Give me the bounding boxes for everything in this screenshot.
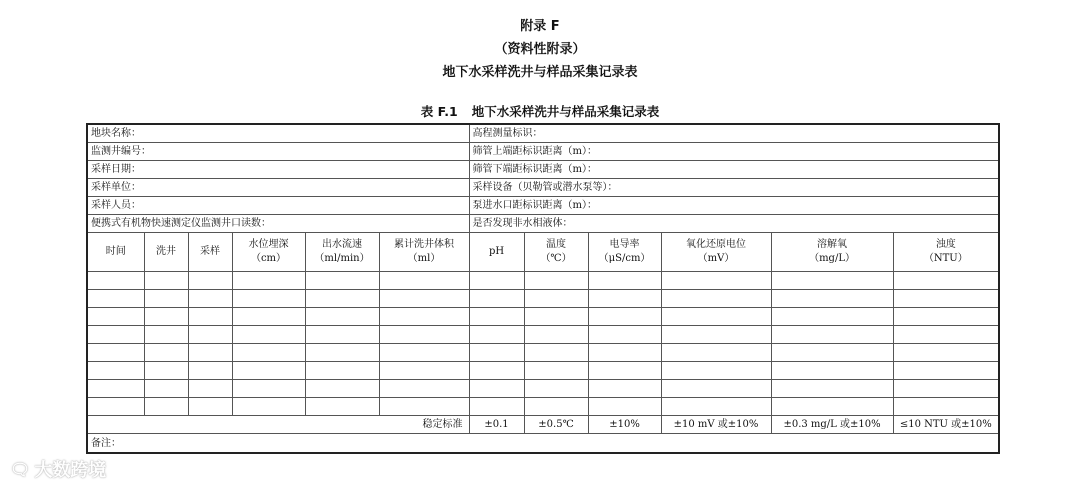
appendix-heading: 附录 F <box>520 19 560 34</box>
entry-cell[interactable] <box>232 308 305 326</box>
info-field-pid-reading[interactable]: 便携式有机物快速测定仪监测井口读数： <box>87 215 469 233</box>
entry-cell[interactable] <box>893 290 999 308</box>
entry-cell[interactable] <box>524 362 588 380</box>
entry-cell[interactable] <box>469 272 524 290</box>
entry-cell[interactable] <box>188 380 232 398</box>
column-header-row <box>87 233 999 272</box>
entry-cell[interactable] <box>87 272 144 290</box>
entry-cell[interactable] <box>232 362 305 380</box>
entry-cell[interactable] <box>188 290 232 308</box>
entry-cell[interactable] <box>771 272 893 290</box>
table-row <box>87 290 999 308</box>
entry-cell[interactable] <box>188 362 232 380</box>
entry-cell[interactable] <box>661 308 771 326</box>
table-row <box>87 398 999 416</box>
entry-cell[interactable] <box>305 380 379 398</box>
entry-cell[interactable] <box>661 380 771 398</box>
entry-cell[interactable] <box>232 344 305 362</box>
entry-cell[interactable] <box>771 326 893 344</box>
entry-cell[interactable] <box>469 290 524 308</box>
entry-cell[interactable] <box>893 362 999 380</box>
entry-cell[interactable] <box>144 272 188 290</box>
entry-cell[interactable] <box>469 326 524 344</box>
info-field-site-name[interactable]: 地块名称： <box>87 124 469 143</box>
column-header-ph: pH <box>469 233 524 272</box>
column-header-flow-rate: 出水流速 （ml/min） <box>305 233 379 272</box>
stability-ph: ±0.1 <box>469 416 524 434</box>
entry-cell[interactable] <box>524 398 588 416</box>
entry-cell[interactable] <box>661 326 771 344</box>
remarks-field[interactable]: 备注： <box>87 434 999 454</box>
entry-cell[interactable] <box>305 272 379 290</box>
column-header-orp: 氧化还原电位 （mV） <box>661 233 771 272</box>
info-field-napl-found[interactable]: 是否发现非水相液体： <box>469 215 999 233</box>
watermark <box>10 457 106 481</box>
stability-orp: ±10 mV 或±10% <box>661 416 771 434</box>
entry-cell[interactable] <box>379 308 469 326</box>
table-row <box>87 380 999 398</box>
entry-cell[interactable] <box>144 326 188 344</box>
stability-temperature: ±0.5℃ <box>524 416 588 434</box>
entry-cell[interactable] <box>588 308 661 326</box>
table-caption-text: 地下水采样洗井与样品采集记录表 <box>471 104 660 119</box>
entry-cell[interactable] <box>188 272 232 290</box>
appendix-type: （资料性附录） <box>494 42 586 57</box>
entry-cell[interactable] <box>771 290 893 308</box>
entry-cell[interactable] <box>771 398 893 416</box>
table-caption <box>0 104 1080 120</box>
entry-cell[interactable] <box>469 380 524 398</box>
stability-conductivity: ±10% <box>588 416 661 434</box>
entry-cell[interactable] <box>232 272 305 290</box>
entry-cell[interactable] <box>305 326 379 344</box>
column-header-conductivity: 电导率 （μS/cm） <box>588 233 661 272</box>
entry-cell[interactable] <box>588 344 661 362</box>
entry-cell[interactable] <box>87 362 144 380</box>
data-entry-rows <box>87 272 999 416</box>
entry-cell[interactable] <box>469 344 524 362</box>
entry-cell[interactable] <box>661 272 771 290</box>
entry-cell[interactable] <box>524 380 588 398</box>
entry-cell[interactable] <box>588 380 661 398</box>
entry-cell[interactable] <box>524 272 588 290</box>
sampling-record-table <box>86 123 1000 454</box>
info-row <box>87 161 999 179</box>
entry-cell[interactable] <box>771 344 893 362</box>
entry-cell[interactable] <box>144 380 188 398</box>
entry-cell[interactable] <box>144 308 188 326</box>
info-field-sampling-unit[interactable]: 采样单位： <box>87 179 469 197</box>
column-header-turbidity: 浊度 （NTU） <box>893 233 999 272</box>
entry-cell[interactable] <box>661 290 771 308</box>
entry-cell[interactable] <box>188 344 232 362</box>
info-field-sampling-staff[interactable]: 采样人员： <box>87 197 469 215</box>
entry-cell[interactable] <box>379 380 469 398</box>
info-row <box>87 215 999 233</box>
info-field-sampling-date[interactable]: 采样日期： <box>87 161 469 179</box>
info-field-pump-inlet-distance[interactable]: 泵进水口距标识距离（m）： <box>469 197 999 215</box>
entry-cell[interactable] <box>379 398 469 416</box>
info-field-screen-top-distance[interactable]: 筛管上端距标识距离（m）： <box>469 143 999 161</box>
entry-cell[interactable] <box>588 290 661 308</box>
entry-cell[interactable] <box>232 398 305 416</box>
column-header-cumulative-volume: 累计洗井体积 （ml） <box>379 233 469 272</box>
entry-cell[interactable] <box>144 362 188 380</box>
entry-cell[interactable] <box>305 398 379 416</box>
info-field-elevation-marker[interactable]: 高程测量标识： <box>469 124 999 143</box>
info-row <box>87 197 999 215</box>
entry-cell[interactable] <box>893 398 999 416</box>
entry-cell[interactable] <box>524 308 588 326</box>
table-row <box>87 344 999 362</box>
entry-cell[interactable] <box>379 290 469 308</box>
entry-cell[interactable] <box>305 308 379 326</box>
column-header-temperature: 温度 （℃） <box>524 233 588 272</box>
table-row <box>87 308 999 326</box>
table-row <box>87 272 999 290</box>
stability-dissolved-oxygen: ±0.3 mg/L 或±10% <box>771 416 893 434</box>
info-row <box>87 124 999 143</box>
info-row <box>87 143 999 161</box>
table-number: 表 F.1 <box>420 104 458 119</box>
info-field-sampling-equipment[interactable]: 采样设备（贝勒管或潜水泵等）： <box>469 179 999 197</box>
entry-cell[interactable] <box>588 272 661 290</box>
chat-bubble-logo-icon: 🗨 <box>10 459 31 479</box>
entry-cell[interactable] <box>661 398 771 416</box>
entry-cell[interactable] <box>87 398 144 416</box>
entry-cell[interactable] <box>771 308 893 326</box>
entry-cell[interactable] <box>524 344 588 362</box>
entry-cell[interactable] <box>524 290 588 308</box>
entry-cell[interactable] <box>893 308 999 326</box>
entry-cell[interactable] <box>144 290 188 308</box>
entry-cell[interactable] <box>469 308 524 326</box>
column-header-purge: 洗井 <box>144 233 188 272</box>
entry-cell[interactable] <box>305 290 379 308</box>
column-header-sample: 采样 <box>188 233 232 272</box>
entry-cell[interactable] <box>232 380 305 398</box>
table-row <box>87 326 999 344</box>
entry-cell[interactable] <box>379 326 469 344</box>
info-row <box>87 179 999 197</box>
entry-cell[interactable] <box>232 326 305 344</box>
appendix-title: 地下水采样洗井与样品采集记录表 <box>442 65 638 80</box>
entry-cell[interactable] <box>893 344 999 362</box>
entry-cell[interactable] <box>661 344 771 362</box>
entry-cell[interactable] <box>232 290 305 308</box>
entry-cell[interactable] <box>144 344 188 362</box>
entry-cell[interactable] <box>588 398 661 416</box>
entry-cell[interactable] <box>188 398 232 416</box>
entry-cell[interactable] <box>87 326 144 344</box>
entry-cell[interactable] <box>469 362 524 380</box>
entry-cell[interactable] <box>893 272 999 290</box>
entry-cell[interactable] <box>469 398 524 416</box>
table-row <box>87 362 999 380</box>
column-header-time: 时间 <box>87 233 144 272</box>
entry-cell[interactable] <box>87 290 144 308</box>
entry-cell[interactable] <box>379 272 469 290</box>
entry-cell[interactable] <box>893 380 999 398</box>
column-header-water-depth: 水位埋深 （cm） <box>232 233 305 272</box>
entry-cell[interactable] <box>771 380 893 398</box>
entry-cell[interactable] <box>144 398 188 416</box>
info-field-well-id[interactable]: 监测井编号： <box>87 143 469 161</box>
stability-standard-label: 稳定标准 <box>87 416 469 434</box>
entry-cell[interactable] <box>588 362 661 380</box>
remarks-row <box>87 434 999 454</box>
entry-cell[interactable] <box>188 308 232 326</box>
entry-cell[interactable] <box>87 344 144 362</box>
entry-cell[interactable] <box>524 326 588 344</box>
entry-cell[interactable] <box>188 326 232 344</box>
stability-turbidity: ≤10 NTU 或±10% <box>893 416 999 434</box>
entry-cell[interactable] <box>588 326 661 344</box>
entry-cell[interactable] <box>379 344 469 362</box>
entry-cell[interactable] <box>379 362 469 380</box>
entry-cell[interactable] <box>661 362 771 380</box>
entry-cell[interactable] <box>305 362 379 380</box>
entry-cell[interactable] <box>771 362 893 380</box>
info-field-screen-bottom-distance[interactable]: 筛管下端距标识距离（m）： <box>469 161 999 179</box>
entry-cell[interactable] <box>87 380 144 398</box>
watermark-text: 大数跨境 <box>34 460 107 481</box>
entry-cell[interactable] <box>305 344 379 362</box>
column-header-dissolved-oxygen: 溶解氧 （mg/L） <box>771 233 893 272</box>
entry-cell[interactable] <box>87 308 144 326</box>
entry-cell[interactable] <box>893 326 999 344</box>
stability-standard-row <box>87 416 999 434</box>
